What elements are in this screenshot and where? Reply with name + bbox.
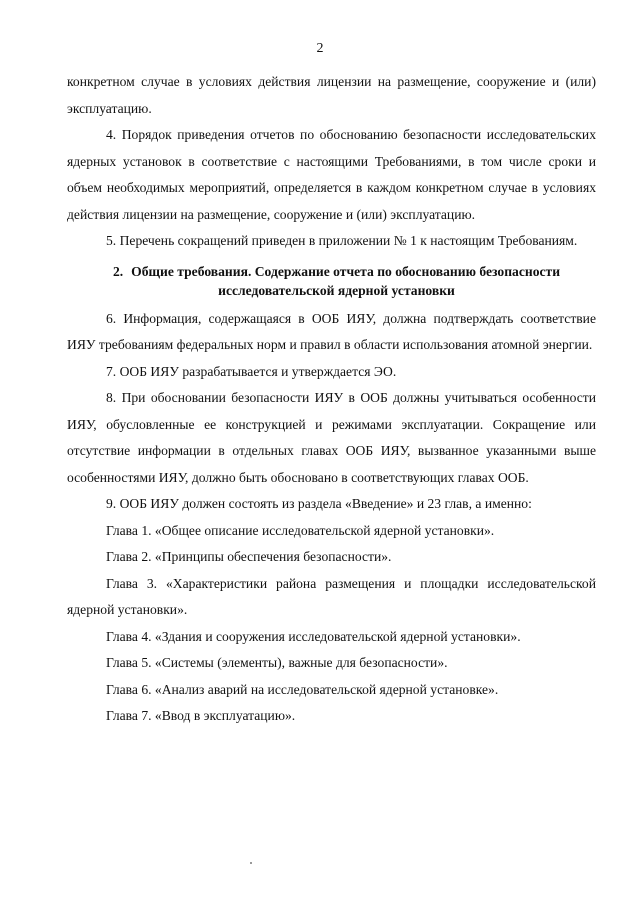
paragraph-5: 5. Перечень сокращений приведен в приложении № 1 к настоящим Требованиям. bbox=[106, 233, 578, 248]
chapter-list-item: Глава 7. «Ввод в эксплуатацию». bbox=[106, 708, 296, 723]
page-number: 2 bbox=[316, 41, 324, 56]
chapter-list-item: Глава 5. «Системы (элементы), важные для безопасности». bbox=[106, 655, 448, 670]
paragraph-continuation: конкретном случае в условиях действия лицензии на размещение, сооружение и (или) эксплуатацию. bbox=[67, 74, 596, 116]
chapter-list-item: Глава 3. «Характеристики района размещения и площадки исследовательской ядерной установки». bbox=[67, 575, 596, 617]
paragraph-7: 7. ООБ ИЯУ разрабатывается и утверждается ЭО. bbox=[106, 363, 397, 379]
paragraph-6: 6. Информация, содержащаяся в ООБ ИЯУ, должна подтверждать соответствие ИЯУ требованиям федеральных норм и правил в области использования атомной энергии. bbox=[67, 310, 596, 352]
section-title-line-1: Общие требования. Содержание отчета по обоснованию безопасности bbox=[131, 263, 561, 279]
section-heading-line-1 bbox=[77, 262, 596, 281]
section-title-line-2: исследовательской ядерной установки bbox=[218, 282, 455, 298]
chapter-list-item: Глава 2. «Принципы обеспечения безопасности». bbox=[106, 549, 392, 564]
paragraph-4: 4. Порядок приведения отчетов по обоснованию безопасности исследовательских ядерных установок в соответствие с настоящими Требованиями, в том числе сроки и объем необходимых мероприятий, определяется в каждом конкретном случае в условиях действия лицензии на размещение, сооружение и (или) эксплуатацию. bbox=[67, 127, 596, 222]
paragraph-8: 8. При обосновании безопасности ИЯУ в ООБ должны учитываться особенности ИЯУ, обусловленные ее конструкцией и режимами эксплуатации. Сокращение или отсутствие информации в отдельных главах ООБ ИЯУ, вызванное указанными выше особенностями ИЯУ, должно быть обосновано в соответствующих главах ООБ. bbox=[67, 390, 596, 485]
section-number: 2. bbox=[112, 263, 124, 279]
paragraph-9: 9. ООБ ИЯУ должен состоять из раздела «Введение» и 23 глав, а именно: bbox=[106, 496, 532, 511]
chapter-list-item: Глава 6. «Анализ аварий на исследовательской ядерной установке». bbox=[106, 681, 499, 697]
document-body bbox=[67, 69, 596, 730]
chapter-list-item: Глава 1. «Общее описание исследовательской ядерной установки». bbox=[106, 522, 495, 538]
chapter-list-item: Глава 4. «Здания и сооружения исследовательской ядерной установки». bbox=[106, 628, 521, 644]
section-heading bbox=[67, 262, 596, 300]
scan-speck bbox=[250, 862, 252, 864]
